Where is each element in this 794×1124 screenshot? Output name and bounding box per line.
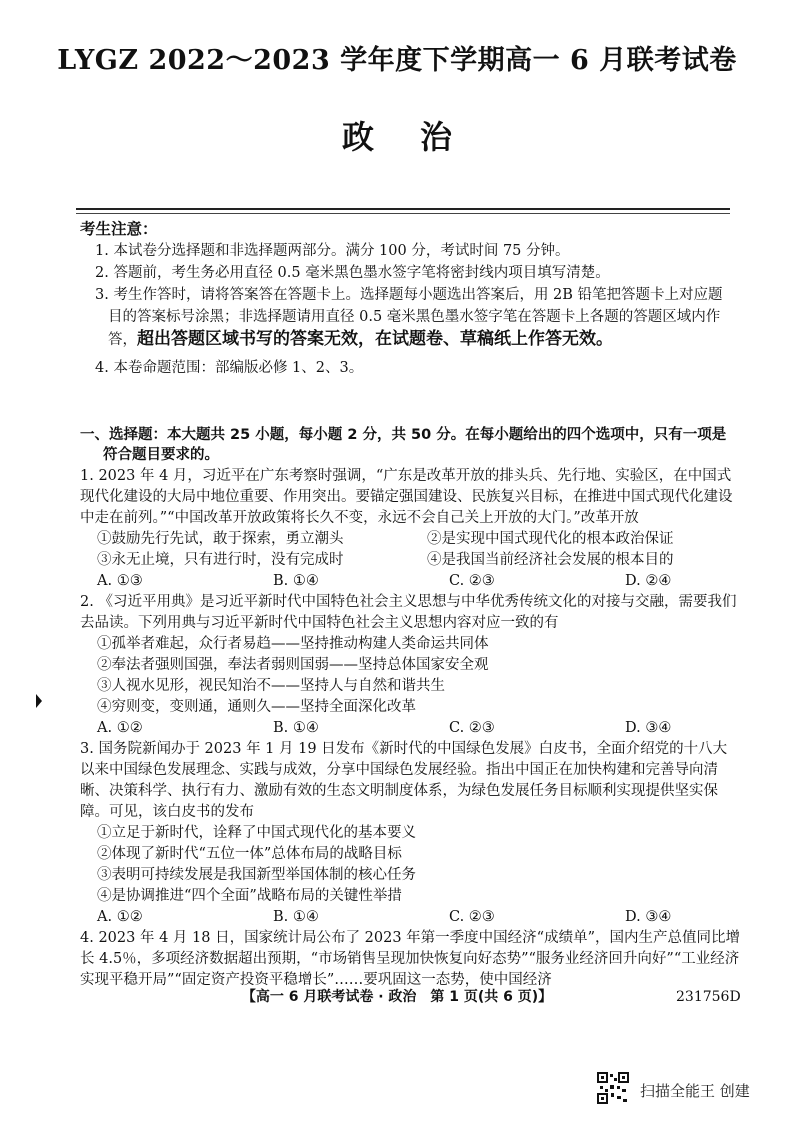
notice-item: 1. 本试卷分选择题和非选择题两部分。满分 100 分，考试时间 75 分钟。 — [95, 243, 570, 259]
paper-code: 231756D — [676, 989, 741, 1005]
choice-a: A. ①② — [97, 909, 143, 925]
notice-item — [80, 284, 730, 351]
choice-b: B. ①④ — [273, 909, 319, 925]
choice-c: C. ②③ — [449, 909, 495, 925]
notice-block — [80, 218, 730, 379]
answer-choices — [80, 718, 740, 739]
notice-emphasis: 超出答题区域书写的答案无效，在试题卷、草稿纸上作答无效。 — [137, 329, 613, 349]
statement: ③人视水见形，视民知治不——坚持人与自然和谐共生 — [97, 678, 445, 694]
statement: ②是实现中国式现代化的根本政治保证 — [427, 531, 674, 547]
statement: ②奉法者强则国强，奉法者弱则国弱——坚持总体国家安全观 — [97, 657, 489, 673]
question-stem: 4. 2023 年 4 月 18 日，国家统计局公布了 2023 年第一季度中国经济“成绩单”，国内生产总值同比增长 4.5％，多项经济数据超出预期，“市场销售呈现加快恢复向好态势”“服务业经济回升向好”“工业经济实现平稳开局”“固定资产投资平稳增长”……要巩固这一态势，使中国经济 — [80, 930, 741, 988]
exam-title: LYGZ 2022～2023 学年度下学期高一 6 月联考试卷 — [57, 45, 737, 76]
choice-d: D. ②④ — [625, 573, 672, 589]
statement: ①鼓励先行先试，敢于探索，勇立潮头 — [97, 531, 344, 547]
answer-choices — [80, 571, 740, 592]
statement: ④是协调推进“四个全面”战略布局的关键性举措 — [97, 888, 402, 904]
question-1 — [80, 466, 740, 592]
notice-item: 2. 答题前，考生务必用直径 0.5 毫米黑色墨水签字笔将密封线内项目填写清楚。 — [95, 265, 610, 281]
question-list — [80, 466, 740, 991]
statement: ④穷则变，变则通，通则久——坚持全面深化改革 — [97, 699, 416, 715]
notice-heading: 考生注意： — [80, 219, 158, 238]
question-4 — [80, 928, 740, 991]
choice-a: A. ①② — [97, 720, 143, 736]
choice-a: A. ①③ — [97, 573, 143, 589]
question-stem: 3. 国务院新闻办于 2023 年 1 月 19 日发布《新时代的中国绿色发展》白皮书，全面介绍党的十八大以来中国绿色发展理念、实践与成效，分享中国绿色发展经验。指出中国正在加快构建和完善导向清晰、决策科学、执行有力、激励有效的生态文明制度体系，为绿色发展任务目标顺利实现提供坚实保障。可见，该白皮书的发布 — [80, 741, 728, 820]
divider — [76, 213, 730, 214]
choice-b: B. ①④ — [273, 720, 319, 736]
section-heading — [80, 425, 740, 465]
divider — [76, 208, 730, 210]
choice-d: D. ③④ — [625, 720, 672, 736]
statement: ③表明可持续发展是我国新型举国体制的核心任务 — [97, 867, 416, 883]
page-footer: 【高一 6 月联考试卷 · 政治 第 1 页(共 6 页)】 — [241, 989, 553, 1005]
choice-c: C. ②③ — [449, 720, 495, 736]
statement: ①立足于新时代，诠释了中国式现代化的基本要义 — [97, 825, 416, 841]
question-3 — [80, 739, 740, 928]
question-stem: 1. 2023 年 4 月，习近平在广东考察时强调，“广东是改革开放的排头兵、先行地、实验区，在中国式现代化建设的大局中地位重要、作用突出。要锚定强国建设、民族复兴目标，在推进中国式现代化建设中走在前列。”“中国改革开放政策将长久不变，永远不会自己关上开放的大门。”改革开放 — [80, 468, 733, 526]
choice-c: C. ②③ — [449, 573, 495, 589]
question-stem: 2. 《习近平用典》是习近平新时代中国特色社会主义思想与中华优秀传统文化的对接与交融，需要我们去品读。下列用典与习近平新时代中国特色社会主义思想内容对应一致的有 — [80, 594, 737, 631]
choice-d: D. ③④ — [625, 909, 672, 925]
statement: ②体现了新时代“五位一体”总体布局的战略目标 — [97, 846, 402, 862]
statement: ③永无止境，只有进行时，没有完成时 — [97, 552, 344, 568]
section-heading-line: 一、选择题：本大题共 25 小题，每小题 2 分，共 50 分。在每小题给出的四个选项中，只有一项是 — [80, 427, 727, 443]
scanner-watermark: 扫描全能王 创建 — [640, 1082, 750, 1100]
margin-mark — [36, 694, 42, 708]
qr-code-icon — [597, 1072, 629, 1104]
notice-item-text: 3. 考生作答时，请将答案答在答题卡上。选择题每小题选出答案后，用 2B 铅笔把答题卡上对应题目的答案标号涂黑；非选择题请用直径 0.5 毫米黑色墨水签字笔在答题卡上各题的答题区域内作答， — [95, 287, 723, 348]
notice-item: 4. 本卷命题范围：部编版必修 1、2、3。 — [95, 360, 364, 376]
section-heading-line: 符合题目要求的。 — [103, 447, 219, 463]
choice-b: B. ①④ — [273, 573, 319, 589]
statement-options — [80, 529, 740, 571]
statement: ①孤举者难起，众行者易趋——坚持推动构建人类命运共同体 — [97, 636, 489, 652]
subject-title: 政治 — [341, 118, 498, 156]
question-2 — [80, 592, 740, 739]
statement: ④是我国当前经济社会发展的根本目的 — [427, 552, 674, 568]
answer-choices — [80, 907, 740, 928]
